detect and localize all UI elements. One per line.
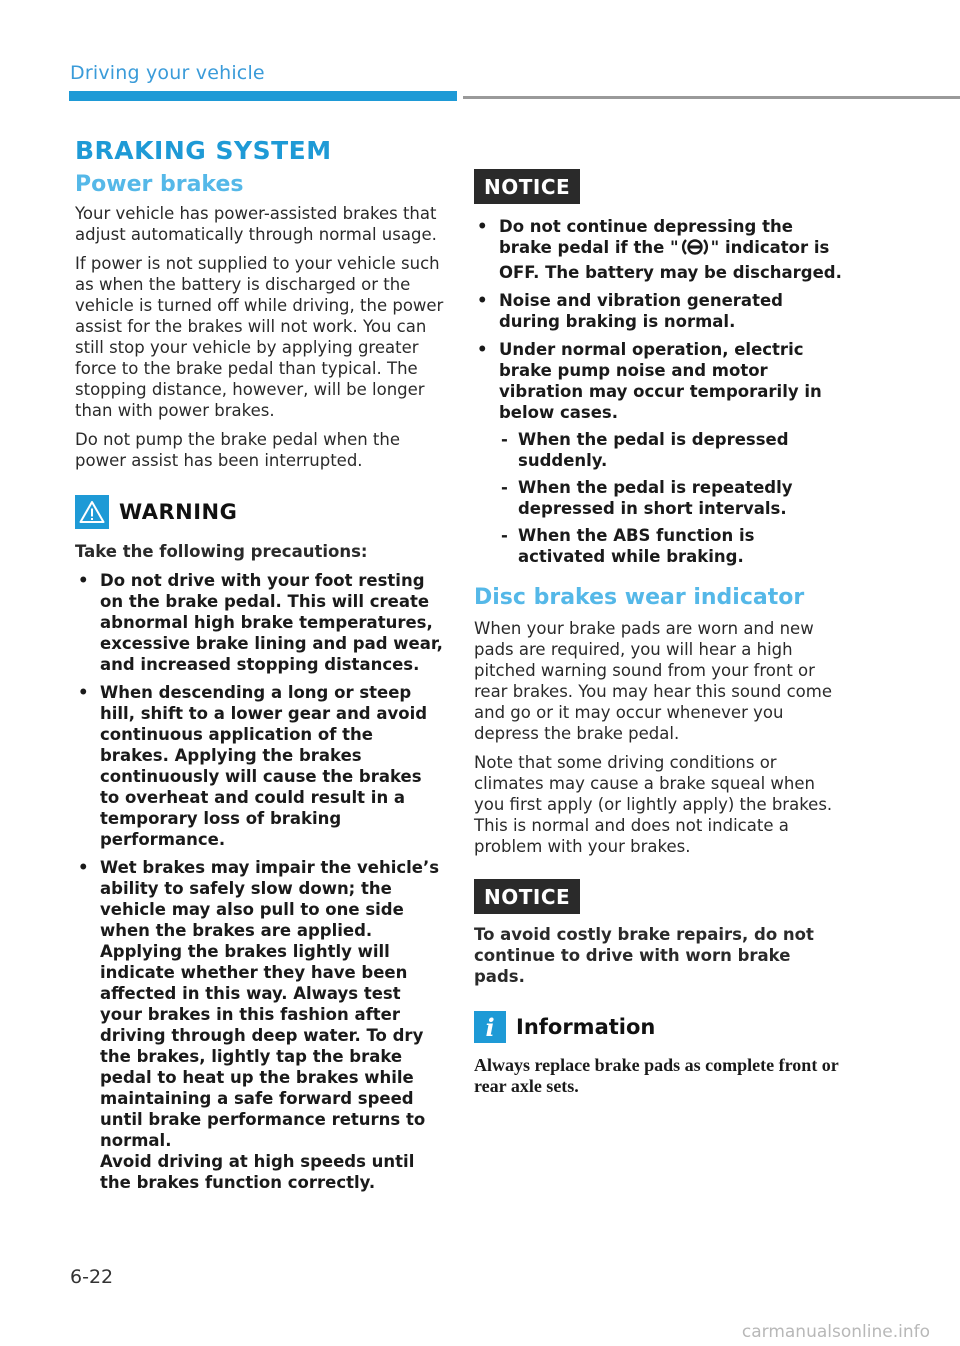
notice-badge: NOTICE xyxy=(474,169,580,204)
section-title: BRAKING SYSTEM xyxy=(75,136,332,165)
information-text: Always replace brake pads as complete front or rear axle sets. xyxy=(474,1055,839,1096)
warning-intro: Take the following precautions: xyxy=(75,542,368,561)
power-brakes-para-2: If power is not supplied to your vehicle such as when the battery is discharged or the vehicle is turned off while driving, the power assist for the brakes will not work. You can still stop your vehicle by applying greater force to the brake pedal than typical. The stopping distance, however, will be longer than with power brakes. xyxy=(75,254,444,420)
watermark: carmanualsonline.info xyxy=(741,1322,930,1342)
notice-list xyxy=(474,216,844,567)
disc-brakes-title: Disc brakes wear indicator xyxy=(474,585,805,610)
warning-label: WARNING xyxy=(119,500,238,524)
list-item: - When the pedal is repeatedly depressed in short intervals. xyxy=(501,478,793,518)
header-title: Driving your vehicle xyxy=(70,62,265,84)
notice-sub-list xyxy=(499,429,844,567)
list-item: • When descending a long or steep hill, shift to a lower gear and avoid continuous application of the brakes. Applying the brakes continuously will cause the brakes to overheat and could result in a temporary loss of braking performance. xyxy=(78,683,428,849)
information-label: Information xyxy=(516,1015,656,1039)
info-icon: i xyxy=(474,1011,506,1043)
header-rule-gray xyxy=(463,96,960,99)
list-item: • Noise and vibration generated during braking is normal. xyxy=(477,291,783,331)
notice-2-text: To avoid costly brake repairs, do not continue to drive with worn brake pads. xyxy=(474,925,814,986)
list-item: • Do not drive with your foot resting on the brake pedal. This will create abnormal high brake temperatures, excessive brake lining and pad wear, and increased stopping distances. xyxy=(78,571,443,674)
information-header xyxy=(474,1011,844,1043)
notice-badge-2: NOTICE xyxy=(474,879,580,914)
warning-list xyxy=(75,570,445,1193)
list-item: • Do not continue depressing the brake pedal if the " " indicator is OFF. The battery may be discharged. xyxy=(477,217,842,282)
power-brakes-para-1: Your vehicle has power-assisted brakes that adjust automatically through normal usage. xyxy=(75,204,437,244)
list-item: - When the pedal is depressed suddenly. xyxy=(501,430,789,470)
list-item: - When the ABS function is activated while braking. xyxy=(501,526,755,566)
disc-brakes-para-2: Note that some driving conditions or climates may cause a brake squeal when you first apply (or lightly apply) the brakes. This is normal and does not indicate a problem with your brakes. xyxy=(474,753,833,856)
power-brakes-title: Power brakes xyxy=(75,172,244,197)
list-item: • Wet brakes may impair the vehicle’s ability to safely slow down; the vehicle may also pull to one side when the brakes are applied. Applying the brakes lightly will indicate whether they have been affected in this way. Always test your brakes in this fashion after driving through deep water. To dry the brakes, lightly tap the brake pedal to heat up the brakes while maintaining a safe forward speed until brake performance returns to normal. Avoid driving at high speeds until the brakes function correctly. xyxy=(78,858,440,1192)
left-column xyxy=(75,172,445,1200)
page-number: 6-22 xyxy=(70,1266,114,1288)
disc-brakes-para-1: When your brake pads are worn and new pads are required, you will hear a high pitched warning sound from your front or rear brakes. You may hear this sound come and go or it may occur whenever you depress the brake pedal. xyxy=(474,619,832,743)
warning-header xyxy=(75,495,445,529)
brake-warning-icon xyxy=(680,237,710,262)
warning-icon xyxy=(75,495,109,529)
header-rule-blue xyxy=(69,91,457,101)
warning-extra: Avoid driving at high speeds until the brakes function correctly. xyxy=(100,1152,415,1192)
right-column xyxy=(474,169,844,1097)
list-item: • Under normal operation, electric brake pump noise and motor vibration may occur temporarily in below cases. - When the pedal is depressed suddenly. - When the pedal is repeatedly depressed in short intervals. - When the ABS function is activated while braking. xyxy=(474,339,844,567)
power-brakes-para-3: Do not pump the brake pedal when the power assist has been interrupted. xyxy=(75,430,401,470)
